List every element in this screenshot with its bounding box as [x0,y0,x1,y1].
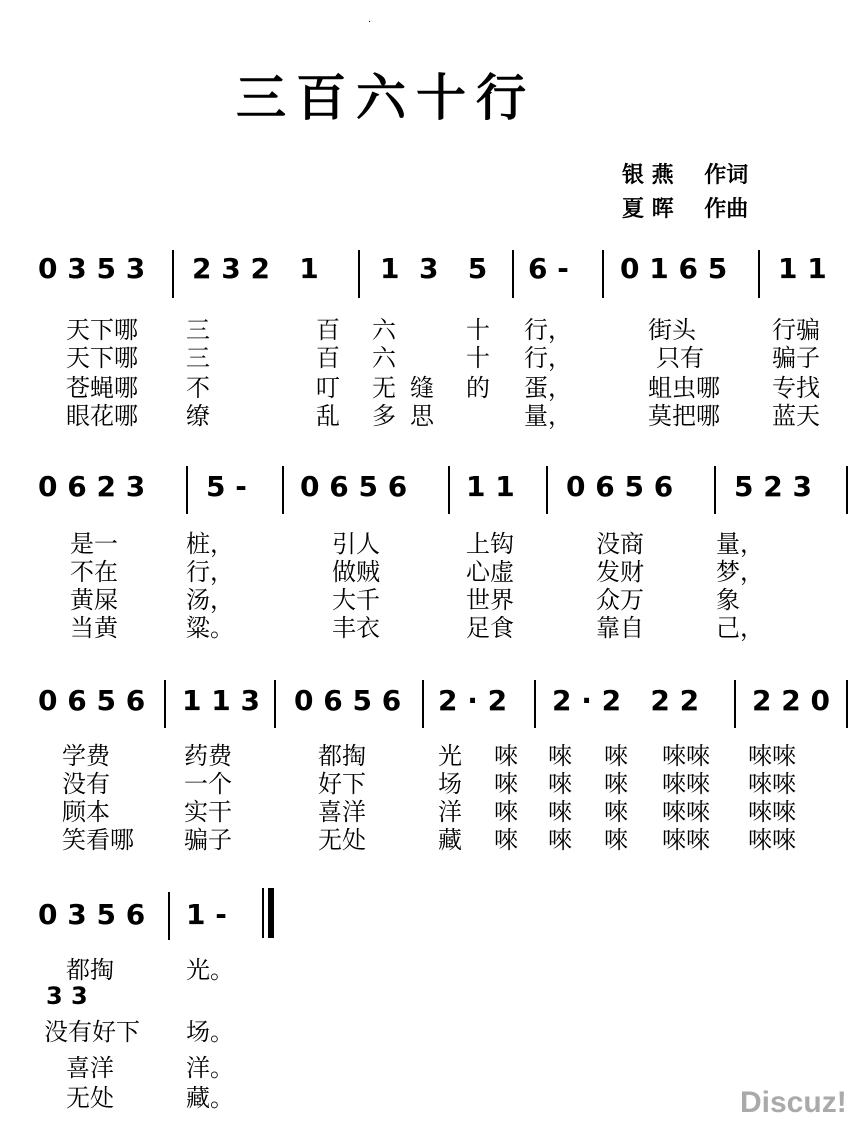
lyric-syllable: 5 - [206,470,247,503]
lyric-syllable: 专找 [772,374,820,402]
lyric-syllable: 行， [524,316,572,344]
lyric-verse-1 [0,524,864,558]
lyric-syllable: 丰衣 [332,614,380,642]
lyric-syllable: 行， [524,344,572,372]
lyric-syllable: 足食 [466,614,514,642]
lyric-verse-3 [0,1048,864,1082]
lyric-verse-2 [0,1012,864,1046]
lyric-syllable: 唻 [548,770,572,798]
lyric-syllable: 己， [716,614,764,642]
lyric-syllable: 没商 [596,530,644,558]
lyric-syllable: 眼花哪 [66,402,138,430]
lyric-syllable: 喜洋 [318,798,366,826]
note-group: 1 3 5 [380,252,488,285]
lyric-verse-1 [0,310,864,344]
lyric-syllable: 藏。 [186,1084,234,1112]
bar-line [512,250,514,298]
lyric-verse-4 [0,396,864,430]
lyric-syllable: 唻唻 [662,798,710,826]
bar-line [422,680,424,728]
lyric-syllable: 没有好下 [44,1018,140,1046]
watermark: Discuz! [740,1086,847,1119]
lyric-syllable: 一个 [184,770,232,798]
composer-credit: 夏 晖 作曲 [622,196,749,222]
bar-line [546,466,548,514]
lyric-syllable: 0 6 5 6 [38,684,146,717]
lyricist-credit: 银 燕 作词 [622,162,749,188]
lyric-syllable: 十 [466,344,490,372]
variant-notes: 3 3 [46,982,88,1010]
bar-line [186,466,188,514]
lyric-syllable: 5 2 3 [734,470,812,503]
lyric-syllable: 洋。 [186,1054,234,1082]
lyric-syllable: 思 [410,402,434,430]
lyric-syllable: 唻 [548,742,572,770]
bar-line [734,680,736,728]
lyric-syllable: 靠自 [596,614,644,642]
bar-line [602,250,604,298]
final-barline-thin [262,888,264,938]
lyric-syllable: 苍蝇哪 [66,374,138,402]
bar-line [282,466,284,514]
lyric-syllable: 缭 [186,402,210,430]
lyric-syllable: 无处 [66,1084,114,1112]
lyric-syllable: 三 [186,316,210,344]
lyric-syllable: 行， [186,558,234,586]
lyric-syllable: 百 [316,344,340,372]
lyric-syllable: 0 6 5 6 [294,684,402,717]
lyric-syllable: 黄屎 [70,586,118,614]
lyric-syllable: 百 [316,316,340,344]
lyric-syllable: 不 [186,374,210,402]
lyric-verse-2 [0,338,864,372]
lyric-syllable: 蓝天 [772,402,820,430]
lyric-syllable: 天下哪 [66,316,138,344]
lyric-syllable: 2 · 2 [438,684,508,717]
lyric-syllable: 唻 [494,770,518,798]
lyric-syllable: 桩， [186,530,234,558]
lyric-syllable: 都掏 [66,956,114,984]
lyric-syllable: 唻 [604,826,628,854]
lyric-syllable: 十 [466,316,490,344]
lyric-syllable: 汤， [186,586,234,614]
lyric-syllable: 蛆虫哪 [648,374,720,402]
bar-line [448,466,450,514]
bar-line [846,680,848,728]
lyric-syllable: 唻唻 [748,826,796,854]
lyric-syllable: 场。 [186,1018,234,1046]
bar-line [168,892,170,940]
lyric-syllable: 象 [716,586,740,614]
bar-line [846,466,848,514]
lyric-syllable: 乱 [316,402,340,430]
lyric-syllable: 1 1 3 [182,684,260,717]
lyric-syllable: 唻唻 [748,742,796,770]
lyric-syllable: 唻唻 [662,826,710,854]
lyric-syllable: 三 [186,344,210,372]
lyric-syllable: 无 [372,374,396,402]
lyric-syllable: 场 [438,770,462,798]
lyric-verse-3 [0,368,864,402]
lyric-syllable: 1 - [186,898,227,931]
lyric-syllable: 蛋， [524,374,572,402]
lyric-syllable: 唻 [548,826,572,854]
lyric-syllable: 唻唻 [662,770,710,798]
lyric-syllable: 缝 [410,374,434,402]
lyric-syllable: 行骗 [772,316,820,344]
lyric-syllable: 的 [466,374,490,402]
bar-line [758,250,760,298]
lyric-syllable: 六 [372,344,396,372]
lyric-syllable: 药费 [184,742,232,770]
lyric-syllable: 唻 [494,798,518,826]
lyric-syllable: 只有 [656,344,704,372]
lyric-syllable: 不在 [70,558,118,586]
lyric-syllable: 唻 [548,798,572,826]
bar-line [358,250,360,298]
lyric-syllable: 笑看哪 [62,826,134,854]
lyric-syllable: 好下 [318,770,366,798]
note-group: 6 - [528,252,569,285]
note-group: 0 3 5 3 [38,252,146,285]
note-group: 2 3 2 1 [192,252,319,285]
lyric-syllable: 街头 [648,316,696,344]
lyric-syllable: 世界 [466,586,514,614]
lyric-syllable: 实干 [184,798,232,826]
lyric-syllable: 1 1 [466,470,515,503]
lyric-syllable: 2 · 2 2 2 [552,684,700,717]
lyric-syllable: 2 2 0 [752,684,830,717]
lyric-syllable: 心虚 [466,558,514,586]
lyric-syllable: 唻唻 [748,770,796,798]
lyric-syllable: 当黄 [70,614,118,642]
lyric-syllable: 上钩 [466,530,514,558]
lyric-syllable: 喜洋 [66,1054,114,1082]
lyric-syllable: 顾本 [62,798,110,826]
lyric-syllable: 光 [438,742,462,770]
lyric-syllable: 引人 [332,530,380,558]
lyric-syllable: 唻 [494,826,518,854]
lyric-syllable: 骗子 [184,826,232,854]
lyric-syllable: 光。 [186,956,234,984]
lyric-syllable: 0 3 5 6 [38,898,146,931]
lyric-verse-2 [0,552,864,586]
lyric-syllable: 0 6 5 6 [300,470,408,503]
lyric-verse-1 [0,736,864,770]
lyric-syllable: 0 6 5 6 [566,470,674,503]
lyric-syllable: 唻 [494,742,518,770]
lyric-syllable: 唻唻 [662,742,710,770]
lyric-syllable: 洋 [438,798,462,826]
lyric-syllable: 梦， [716,558,764,586]
lyric-verse-4 [0,820,864,854]
lyric-syllable: 唻 [604,798,628,826]
lyric-syllable: 骗子 [772,344,820,372]
lyric-syllable: 量， [524,402,572,430]
lyric-verse-2 [0,764,864,798]
lyric-verse-4 [0,608,864,642]
lyric-verse-3 [0,580,864,614]
bar-line [534,680,536,728]
bar-line [164,680,166,728]
note-group: 1 1 [778,252,827,285]
dot-mark: . [368,14,372,25]
note-group: 0 1 6 5 [620,252,728,285]
bar-line [714,466,716,514]
final-barline-thick [268,888,274,938]
lyric-syllable: 众万 [596,586,644,614]
lyric-syllable: 多 [372,402,396,430]
lyric-verse-1 [0,950,864,984]
lyric-syllable: 量， [716,530,764,558]
lyric-syllable: 没有 [62,770,110,798]
lyric-syllable: 唻唻 [748,798,796,826]
lyric-verse-3 [0,792,864,826]
lyric-syllable: 做贼 [332,558,380,586]
lyric-syllable: 都掏 [318,742,366,770]
lyric-syllable: 藏 [438,826,462,854]
lyric-syllable: 发财 [596,558,644,586]
lyric-syllable: 叮 [316,374,340,402]
bar-line [274,680,276,728]
lyric-syllable: 唻 [604,770,628,798]
lyric-syllable: 无处 [318,826,366,854]
lyric-syllable: 莫把哪 [648,402,720,430]
lyric-verse-4 [0,1078,864,1112]
lyric-syllable: 唻 [604,742,628,770]
lyric-syllable: 0 6 2 3 [38,470,146,503]
song-title: 三百六十行 [236,69,536,127]
lyric-syllable: 天下哪 [66,344,138,372]
lyric-syllable: 学费 [62,742,110,770]
bar-line [172,250,174,298]
lyric-syllable: 大千 [332,586,380,614]
lyric-syllable: 六 [372,316,396,344]
lyric-syllable: 粱。 [186,614,234,642]
lyric-syllable: 是一 [70,530,118,558]
